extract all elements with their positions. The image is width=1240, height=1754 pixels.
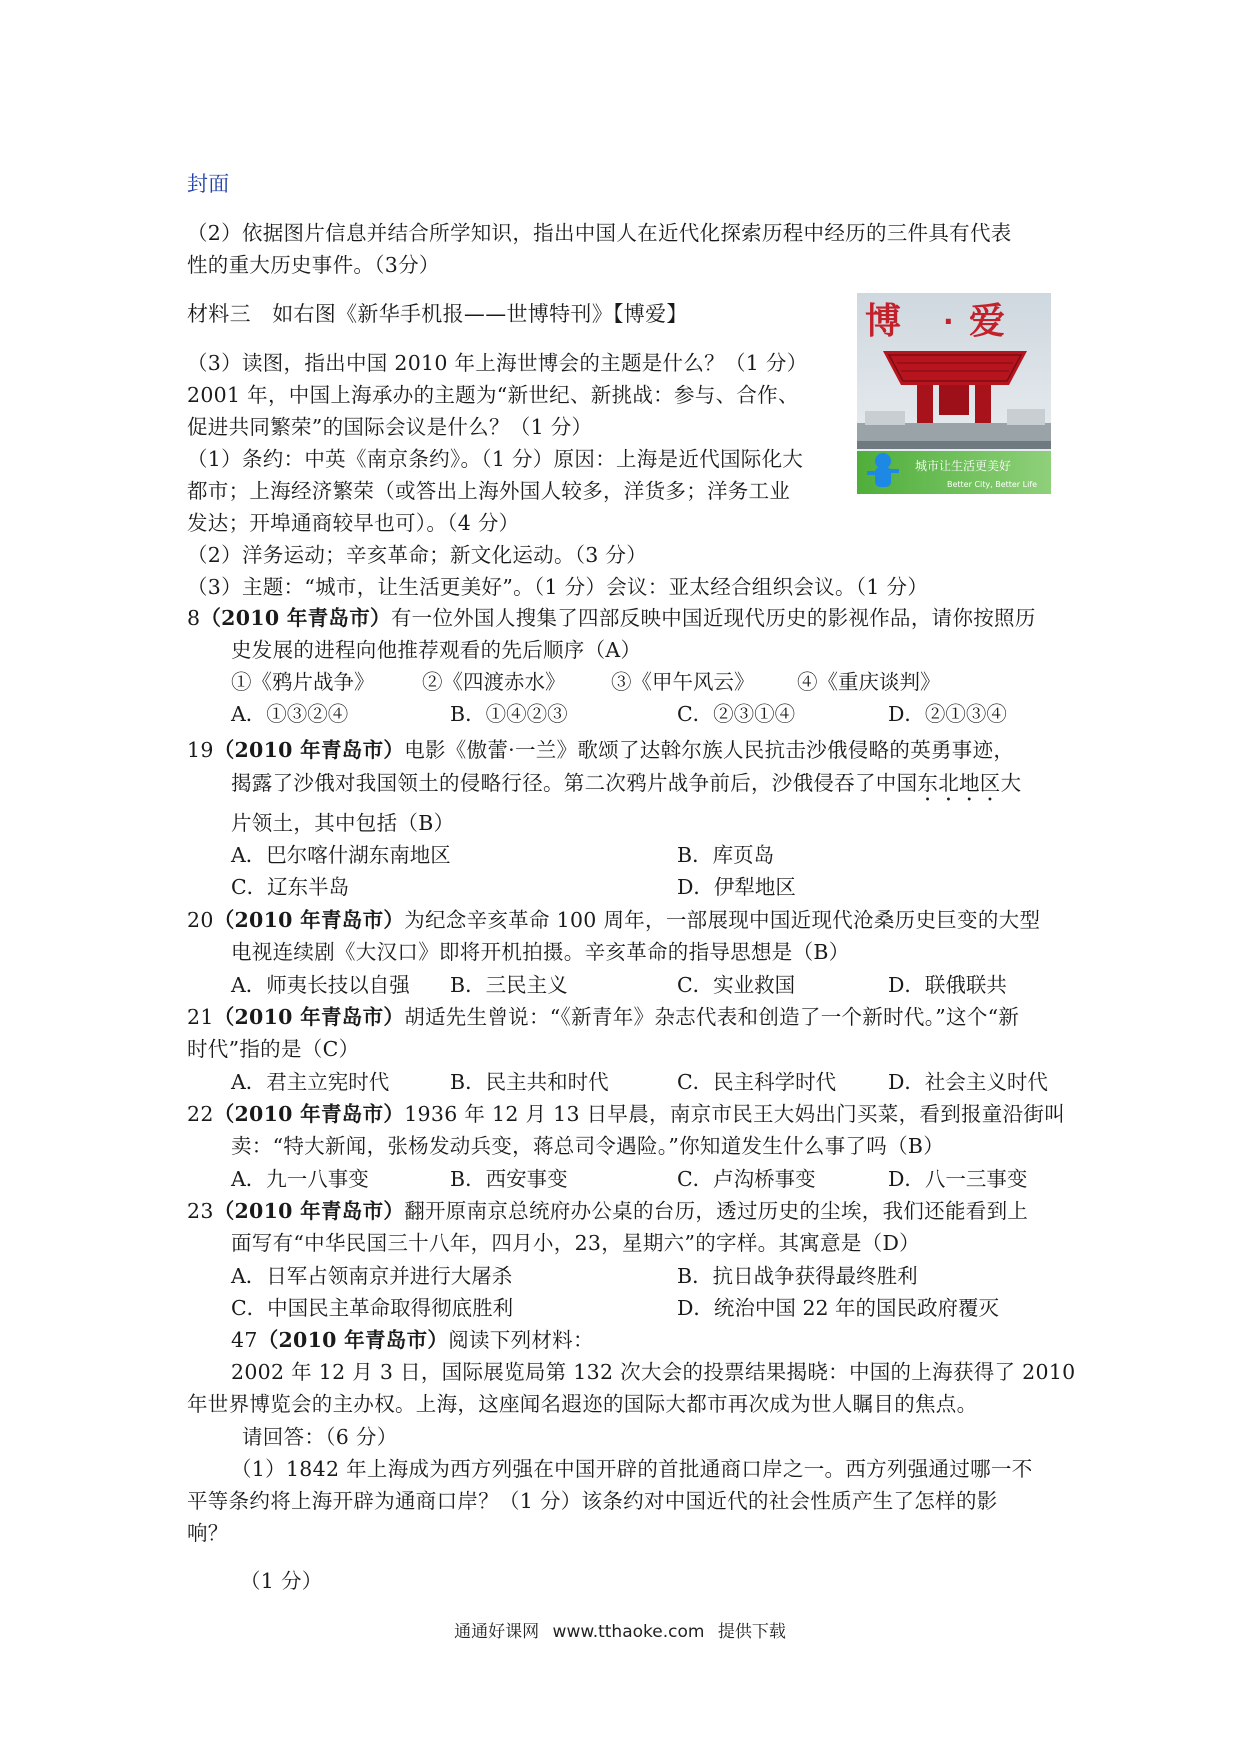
poster-slogan-en: Better City, Better Life — [947, 480, 1038, 489]
answer1-line-2: 都市；上海经济繁荣（或答出上海外国人较多，洋货多；洋务工业 — [187, 479, 791, 503]
expo-poster-image — [857, 293, 1051, 494]
q47-source: （2010 年青岛市） — [257, 1328, 449, 1352]
q22-number: 22 — [187, 1102, 214, 1126]
q22-line-2: 卖：“特大新闻，张杨发动兵变，蒋总司令遇险。”你知道发生什么事了吗（B） — [231, 1134, 945, 1158]
q23-line-2: 面写有“中华民国三十八年，四月小，23，星期六”的字样。其寓意是（D） — [231, 1231, 920, 1255]
q19-line-2-end: 大 — [1000, 771, 1022, 795]
q22-stem: 1936 年 12 月 13 日早晨，南京市民王大妈出门买菜，看到报童沿街叫 — [404, 1102, 1066, 1126]
q19-option-a: A．巴尔喀什湖东南地区 — [231, 843, 451, 867]
q8-option-c: C．②③①④ — [677, 702, 796, 726]
q47-line-1 — [231, 1325, 594, 1355]
q19-line-1 — [187, 735, 1014, 765]
q19-emphasis: 东北地区 — [917, 771, 1001, 795]
q8-line-2: 史发展的进程向他推荐观看的先后顺序（A） — [231, 638, 642, 662]
q20-option-a: A．师夷长技以自强 — [231, 973, 410, 997]
footer-url[interactable]: www.tthaoke.com — [552, 1622, 705, 1642]
poster-title-char-3: 爱 — [969, 300, 1006, 342]
q22-option-b: B．西安事变 — [450, 1167, 568, 1191]
q19-line-2 — [231, 768, 1021, 806]
q47-number: 47 — [231, 1328, 258, 1352]
q21-line-1 — [187, 1002, 1019, 1032]
q22-option-d: D．八一三事变 — [888, 1167, 1028, 1191]
q19-option-c: C．辽东半岛 — [231, 875, 350, 899]
q23-option-a: A．日军占领南京并进行大屠杀 — [231, 1264, 513, 1288]
q8-option-b: B．①④②③ — [450, 702, 568, 726]
q8-item-2: ②《四渡赤水》 — [422, 670, 566, 694]
q23-number: 23 — [187, 1199, 214, 1223]
q8-number: 8 — [187, 606, 201, 630]
q23-option-c: C．中国民主革命取得彻底胜利 — [231, 1296, 514, 1320]
q19-option-b: B．库页岛 — [677, 843, 775, 867]
q8-item-1: ①《鸦片战争》 — [231, 670, 375, 694]
q20-line-1 — [187, 905, 1040, 935]
q19-line-2-text: 揭露了沙俄对我国领土的侵略行径。第二次鸦片战争前后，沙俄侵吞了中国 — [231, 771, 918, 795]
q20-option-c: C．实业救国 — [677, 973, 796, 997]
q19-line-3: 片领土，其中包括（B） — [231, 811, 455, 835]
q8-stem: 有一位外国人搜集了四部反映中国近现代历史的影视作品，请你按照历 — [390, 606, 1036, 630]
q20-stem: 为纪念辛亥革命 100 周年，一部展现中国近现代沧桑历史巨变的大型 — [404, 908, 1041, 932]
q47-material-line-2: 年世界博览会的主办权。上海，这座闻名遐迩的国际大都市再次成为世人瞩目的焦点。 — [187, 1392, 978, 1416]
q3-line-3: 促进共同繁荣”的国际会议是什么？（1 分） — [187, 415, 593, 439]
q21-option-c: C．民主科学时代 — [677, 1070, 837, 1094]
q8-item-4: ④《重庆谈判》 — [797, 670, 941, 694]
q23-option-b: B．抗日战争获得最终胜利 — [677, 1264, 918, 1288]
q3-line-1: （3）读图，指出中国 2010 年上海世博会的主题是什么？（1 分） — [187, 351, 808, 375]
q21-number: 21 — [187, 1005, 214, 1029]
q47-sub1-line-3: 响？ — [187, 1521, 229, 1545]
q20-source: （2010 年青岛市） — [213, 908, 405, 932]
answer3: （3）主题：“城市，让生活更美好”。（1 分）会议：亚太经合组织会议。（1 分） — [187, 575, 929, 599]
q21-stem: 胡适先生曾说：“《新青年》杂志代表和创造了一个新时代。”这个“新 — [404, 1005, 1020, 1029]
q19-number: 19 — [187, 738, 214, 762]
q2-line-1: （2）依据图片信息并结合所学知识，指出中国人在近代化探索历程中经历的三件具有代表 — [187, 221, 1012, 245]
answer1-line-1: （1）条约：中英《南京条约》。（1 分）原因：上海是近代国际化大 — [187, 447, 804, 471]
q47-stem: 阅读下列材料： — [448, 1328, 594, 1352]
q19-source: （2010 年青岛市） — [213, 738, 405, 762]
q3-line-2: 2001 年，中国上海承办的主题为“新世纪、新挑战：参与、合作、 — [187, 383, 799, 407]
q47-material-line-1: 2002 年 12 月 3 日，国际展览局第 132 次大会的投票结果揭晓：中国的上海获得了 2010 — [231, 1360, 1076, 1384]
q8-option-d: D．②①③④ — [888, 702, 1007, 726]
q8-item-3: ③《甲午风云》 — [611, 670, 755, 694]
q8-option-a: A．①③②④ — [231, 702, 349, 726]
q47-sub1-line-2: 平等条约将上海开辟为通商口岸？（1 分）该条约对中国近代的社会性质产生了怎样的影 — [187, 1489, 998, 1513]
q23-stem: 翻开原南京总统府办公桌的台历，透过历史的尘埃，我们还能看到上 — [404, 1199, 1029, 1223]
poster-slogan: 城市让生活更美好 — [915, 459, 1012, 473]
q47-prompt: 请回答：（6 分） — [242, 1425, 398, 1449]
q8-line-1 — [187, 603, 1036, 633]
poster-title-char-1: 博 — [865, 300, 902, 342]
answer1-line-3: 发达；开埠通商较早也可）。（4 分） — [187, 511, 520, 535]
q21-option-d: D．社会主义时代 — [888, 1070, 1048, 1094]
page-footer — [0, 1617, 1240, 1642]
q22-source: （2010 年青岛市） — [213, 1102, 405, 1126]
pavilion-roof — [883, 351, 1027, 385]
q21-option-b: B．民主共和时代 — [450, 1070, 609, 1094]
q23-option-d: D．统治中国 22 年的国民政府覆灭 — [677, 1296, 1000, 1320]
q21-line-2: 时代”指的是（C） — [187, 1037, 360, 1061]
q23-line-1 — [187, 1196, 1028, 1226]
answer2: （2）洋务运动；辛亥革命；新文化运动。（3 分） — [187, 543, 648, 567]
q47-sub1-line-1: （1）1842 年上海成为西方列强在中国开辟的首批通商口岸之一。西方列强通过哪一不 — [231, 1457, 1033, 1481]
q20-option-b: B．三民主义 — [450, 973, 568, 997]
q22-line-1 — [187, 1099, 1065, 1129]
q19-option-d: D．伊犁地区 — [677, 875, 796, 899]
q20-line-2: 电视连续剧《大汉口》即将开机拍摄。辛亥革命的指导思想是（B） — [231, 940, 850, 964]
q22-option-a: A．九一八事变 — [231, 1167, 369, 1191]
footer-site-name: 通通好课网 — [454, 1622, 540, 1642]
poster-title-char-2: · — [943, 305, 954, 338]
cover-label: 封面 — [187, 172, 230, 196]
q22-option-c: C．卢沟桥事变 — [677, 1167, 816, 1191]
q2-line-2: 性的重大历史事件。（3分） — [187, 253, 440, 277]
q19-stem: 电影《傲蕾·一兰》歌颂了达斡尔族人民抗击沙俄侵略的英勇事迹， — [404, 738, 1015, 762]
material3-heading: 材料三 如右图《新华手机报——世博特刊》【博爱】 — [187, 302, 688, 326]
footer-suffix: 提供下载 — [717, 1622, 786, 1642]
q47-sub1-line-4: （1 分） — [240, 1569, 323, 1593]
q20-option-d: D．联俄联共 — [888, 973, 1007, 997]
q21-source: （2010 年青岛市） — [213, 1005, 405, 1029]
q8-source: （2010 年青岛市） — [200, 606, 391, 630]
q20-number: 20 — [187, 908, 214, 932]
q21-option-a: A．君主立宪时代 — [231, 1070, 390, 1094]
q23-source: （2010 年青岛市） — [213, 1199, 405, 1223]
